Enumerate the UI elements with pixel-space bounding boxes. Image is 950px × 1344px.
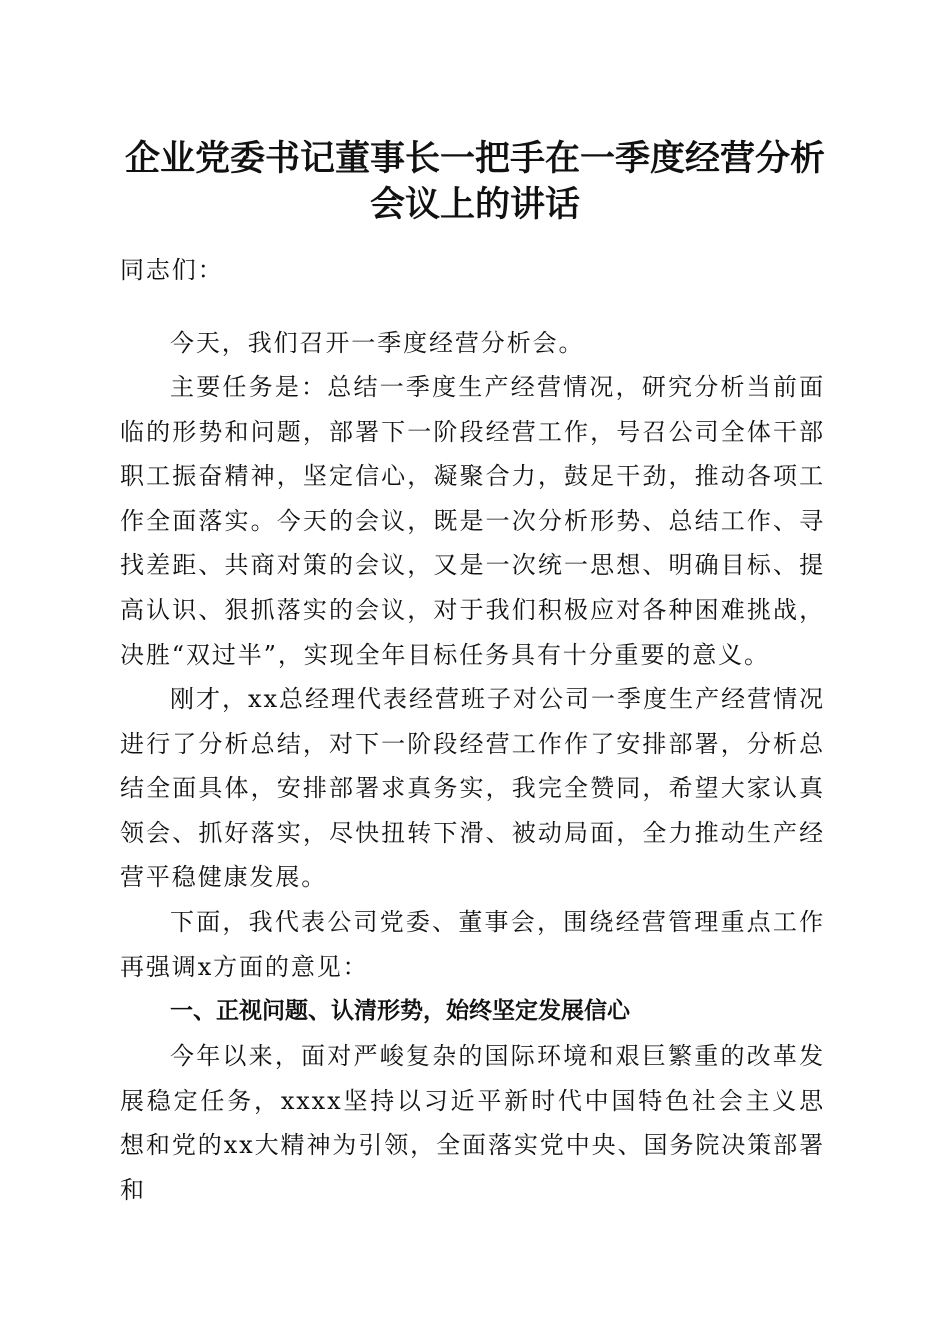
paragraph-review: 刚才，xx总经理代表经营班子对公司一季度生产经营情况进行了分析总结，对下一阶段经营工作作了安排部署，分析总结全面具体，安排部署求真务实，我完全赞同，希望大家认真领会、抓好落实，尽快扭转下滑、被动局面，全力推动生产经营平稳健康发展。: [120, 685, 825, 892]
paragraph-main-tasks: 主要任务是：总结一季度生产经营情况，研究分析当前面临的形势和问题，部署下一阶段经营工作，号召公司全体干部职工振奋精神，坚定信心，凝聚合力，鼓足干劲，推动各项工作全面落实。今天的会议，既是一次分析形势、总结工作、寻找差距、共商对策的会议，又是一次统一思想、明确目标、提高认识、狠抓落实的会议，对于我们积极应对各种困难挑战，决胜“双过半”，实现全年目标任务具有十分重要的意义。: [120, 373, 825, 669]
document-title-line-1: 企业党委书记董事长一把手在一季度经营分析: [124, 138, 825, 179]
section-heading-1: 一、正视问题、认清形势，始终坚定发展信心: [170, 998, 630, 1024]
paragraph-opinions: 下面，我代表公司党委、董事会，围绕经营管理重点工作再强调x方面的意见：: [120, 908, 825, 981]
salutation: 同志们：: [120, 256, 224, 284]
paragraph-section-1: 今年以来，面对严峻复杂的国际环境和艰巨繁重的改革发展稳定任务，xxxx坚持以习近平新时代中国特色社会主义思想和党的xx大精神为引领，全面落实党中央、国务院决策部署和: [120, 1042, 825, 1204]
document-title-line-2: 会议上的讲话: [369, 184, 580, 225]
paragraph-opening: 今天，我们召开一季度经营分析会。: [170, 329, 585, 357]
